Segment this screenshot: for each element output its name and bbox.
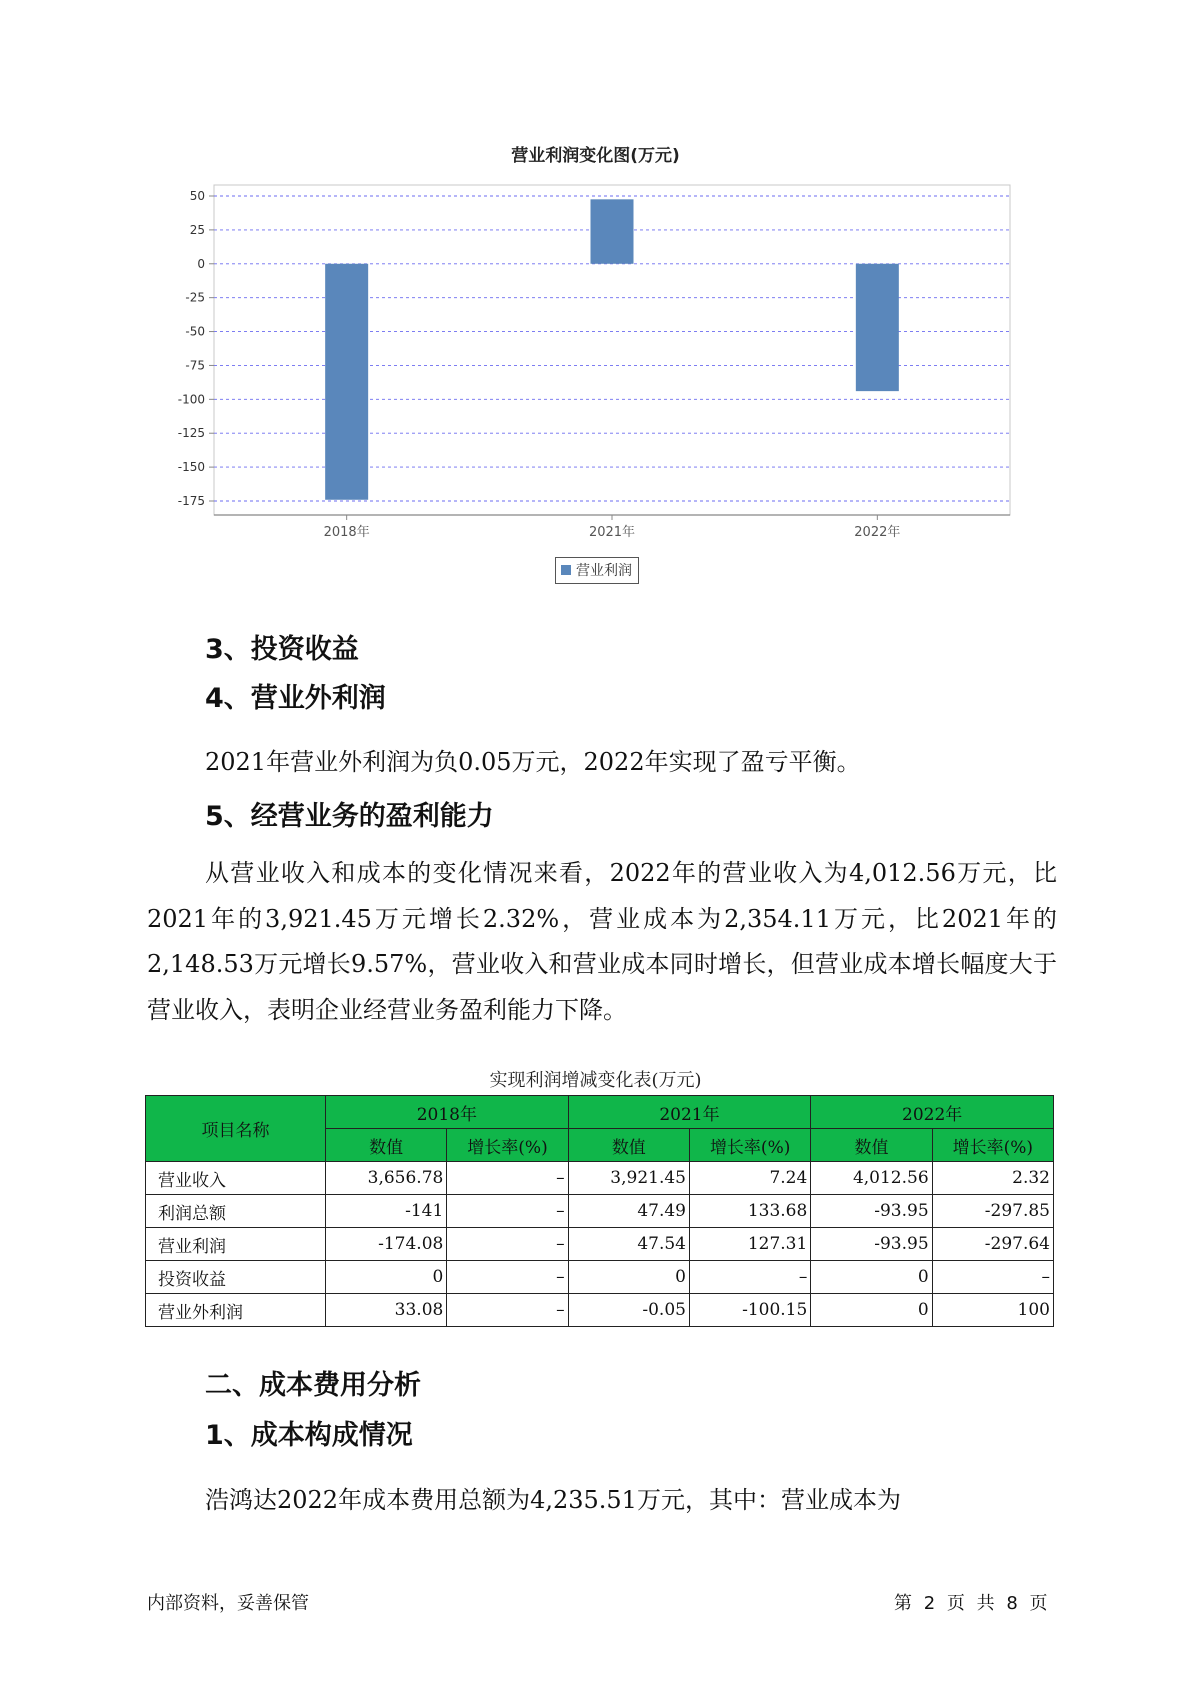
section-heading-cost-composition: 1、成本构成情况 <box>205 1420 413 1451</box>
y-tick-label: -125 <box>177 426 205 441</box>
header-rate: 增长率(%) <box>689 1129 810 1162</box>
y-tick-label: -150 <box>177 460 205 475</box>
cell: 7.24 <box>689 1162 810 1195</box>
chart-y-axis <box>178 189 214 508</box>
cell: -100.15 <box>689 1294 810 1327</box>
footer-confidential: 内部资料，妥善保管 <box>147 1593 309 1614</box>
chart-legend <box>555 557 639 584</box>
bar-2022年 <box>856 264 899 391</box>
cell: -297.64 <box>932 1228 1053 1261</box>
profit-change-table <box>145 1095 1054 1327</box>
header-rate: 增长率(%) <box>932 1129 1053 1162</box>
y-tick-label: -75 <box>185 358 205 373</box>
header-year-2018: 2018年 <box>326 1096 569 1129</box>
cell: -93.95 <box>811 1228 932 1261</box>
cell: 0 <box>811 1294 932 1327</box>
table-row <box>146 1228 1054 1261</box>
legend-swatch <box>561 565 571 575</box>
bar-2021年 <box>591 199 634 263</box>
section-heading-profitability: 5、经营业务的盈利能力 <box>205 801 494 832</box>
header-value: 数值 <box>811 1129 932 1162</box>
cell: – <box>447 1195 568 1228</box>
footer-page-number: 第 2 页 共 8 页 <box>894 1593 1048 1614</box>
x-tick-label: 2021年 <box>588 525 636 540</box>
table-row <box>146 1195 1054 1228</box>
cell: – <box>932 1261 1053 1294</box>
table-row <box>146 1162 1054 1195</box>
cell: – <box>447 1261 568 1294</box>
cell: 0 <box>326 1261 447 1294</box>
cell: 0 <box>811 1261 932 1294</box>
header-year-2022: 2022年 <box>811 1096 1054 1129</box>
cell: 3,921.45 <box>568 1162 689 1195</box>
paragraph-profitability: 从营业收入和成本的变化情况来看，2022年的营业收入为4,012.56万元，比2021年的3,921.45万元增长2.32%，营业成本为2,354.11万元，比2021年的2,148.53万元增长9.57%，营业收入和营业成本同时增长，但营业成本增长幅度大于营业收入，表明企业经营业务盈利能力下降。 <box>147 859 1057 1024</box>
cell: 47.54 <box>568 1228 689 1261</box>
cell: -93.95 <box>811 1195 932 1228</box>
cell: 47.49 <box>568 1195 689 1228</box>
bar-2018年 <box>325 264 368 500</box>
chart-x-axis <box>324 515 901 540</box>
header-value: 数值 <box>326 1129 447 1162</box>
table-row <box>146 1294 1054 1327</box>
header-item-name: 项目名称 <box>146 1096 326 1162</box>
section-heading-investment-income: 3、投资收益 <box>205 634 359 665</box>
section-heading-cost-analysis: 二、成本费用分析 <box>205 1370 421 1401</box>
cell: – <box>447 1162 568 1195</box>
row-name: 营业外利润 <box>146 1294 326 1327</box>
row-name: 投资收益 <box>146 1261 326 1294</box>
legend-label: 营业利润 <box>576 563 632 579</box>
table-title: 实现利润增减变化表(万元) <box>489 1070 702 1091</box>
cell: – <box>447 1294 568 1327</box>
paragraph-non-operating-profit: 2021年营业外利润为负0.05万元，2022年实现了盈亏平衡。 <box>205 748 861 776</box>
row-name: 利润总额 <box>146 1195 326 1228</box>
y-tick-label: 50 <box>189 189 205 203</box>
chart-title: 营业利润变化图(万元) <box>511 146 680 166</box>
cell: -297.85 <box>932 1195 1053 1228</box>
cell: – <box>447 1228 568 1261</box>
chart-bars <box>325 199 899 499</box>
cell: 4,012.56 <box>811 1162 932 1195</box>
cell: – <box>689 1261 810 1294</box>
y-tick-label: 25 <box>189 222 205 237</box>
row-name: 营业收入 <box>146 1162 326 1195</box>
cell: 133.68 <box>689 1195 810 1228</box>
header-year-2021: 2021年 <box>568 1096 811 1129</box>
paragraph-cost-composition: 浩鸿达2022年成本费用总额为4,235.51万元，其中：营业成本为 <box>205 1486 901 1514</box>
section-heading-non-operating-profit: 4、营业外利润 <box>205 683 386 714</box>
row-name: 营业利润 <box>146 1228 326 1261</box>
y-tick-label: -25 <box>185 290 205 305</box>
cell: 3,656.78 <box>326 1162 447 1195</box>
cell: 0 <box>568 1261 689 1294</box>
table-row <box>146 1261 1054 1294</box>
cell: 127.31 <box>689 1228 810 1261</box>
y-tick-label: -50 <box>185 324 205 339</box>
cell: 100 <box>932 1294 1053 1327</box>
cell: -174.08 <box>326 1228 447 1261</box>
cell: 33.08 <box>326 1294 447 1327</box>
header-rate: 增长率(%) <box>447 1129 568 1162</box>
header-value: 数值 <box>568 1129 689 1162</box>
y-tick-label: 0 <box>197 256 205 271</box>
operating-profit-chart <box>0 170 1191 555</box>
x-tick-label: 2022年 <box>854 525 901 540</box>
y-tick-label: -100 <box>177 392 205 407</box>
cell: 2.32 <box>932 1162 1053 1195</box>
cell: -0.05 <box>568 1294 689 1327</box>
y-tick-label: -175 <box>177 494 205 508</box>
x-tick-label: 2018年 <box>323 525 370 540</box>
cell: -141 <box>326 1195 447 1228</box>
